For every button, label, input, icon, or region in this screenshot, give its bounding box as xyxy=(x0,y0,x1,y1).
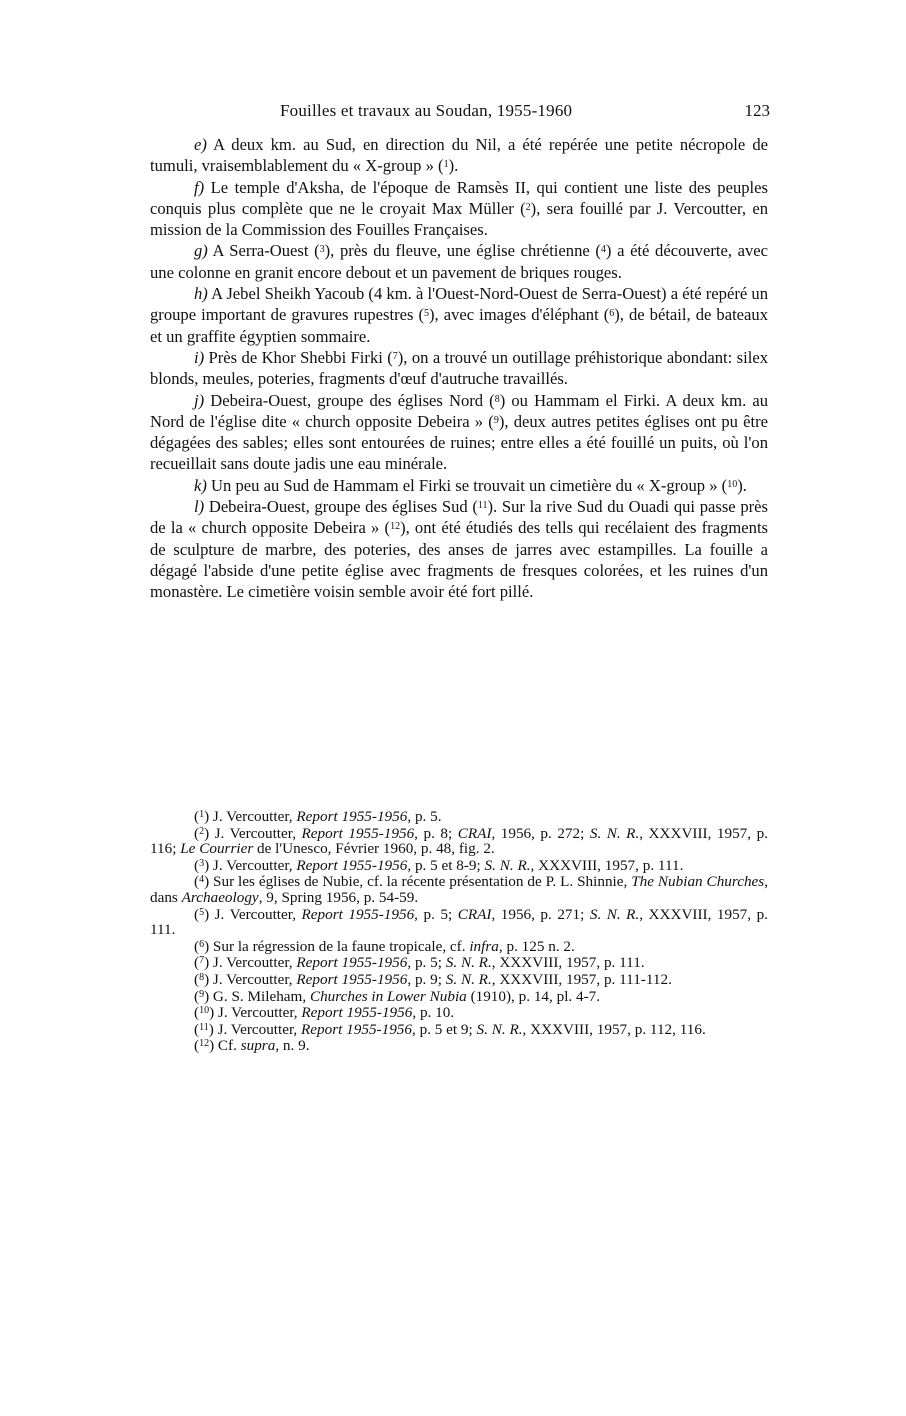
paragraph-label: k) xyxy=(194,475,207,495)
footnote: ($^{11}$) J. Vercoutter, Report 1955-1956, p. 5 et 9; S. N. R., XXXVIII, 1957, p. 112, 116. xyxy=(194,1020,706,1038)
paragraph-text: Debeira-Ouest, groupe des églises Sud ( xyxy=(204,497,478,517)
footnote-number: 8 xyxy=(199,971,205,983)
paragraph xyxy=(150,475,768,496)
paragraph xyxy=(150,496,768,602)
footnote-text: , XXXVIII, 1957, p. 111. xyxy=(491,954,645,972)
paragraph-text: Un peu au Sud de Hammam el Firki se trouvait un cimetière du « X-group » ( xyxy=(206,475,728,495)
paragraph-text: ) ou Hammam el Firki. A deux km. au Nord de l'église dite « church opposite Debeira » ( xyxy=(150,390,769,431)
paragraph-text: ) a été découverte, avec une colonne en granit encore debout et un pavement de briques rouges. xyxy=(150,241,768,282)
footnote-number: 11 xyxy=(199,1021,209,1033)
footnote-number: 3 xyxy=(199,857,205,869)
footnote-text: J. Vercoutter, xyxy=(209,824,302,842)
footnote: ($^8$) J. Vercoutter, Report 1955-1956, p. 9; S. N. R., XXXVIII, 1957, p. 111-112. xyxy=(194,970,672,988)
footnote: ($^2$) J. Vercoutter, Report 1955-1956, p. 8; CRAI, 1956, p. 272; S. N. R., XXXVIII, 1957, p. 116; Le Courrier de l'Unesco, Février 1960, p. 48, fig. 2. xyxy=(150,824,768,858)
paragraph-text: A Serra-Ouest ( xyxy=(207,241,320,261)
paragraph-text: ), deux autres petites églises ont pu être dégagées des sables; elles sont entourées de ruines; entre elles a été fouillé un puits, où l'on recueillait sans doute jadis une eau minérale. xyxy=(150,411,768,474)
paragraph-text: ), de bétail, de bateaux et un graffite égyptien sommaire. xyxy=(150,305,768,346)
footnote-number: 10 xyxy=(199,1005,210,1017)
citation-title: S. N. R. xyxy=(445,954,492,972)
footnote: ($^7$) J. Vercoutter, Report 1955-1956, p. 5; S. N. R., XXXVIII, 1957, p. 111. xyxy=(194,954,645,972)
footnote-text: , XXXVIII, 1957, p. 111-112. xyxy=(491,970,672,988)
paragraph xyxy=(150,347,768,390)
footnote-number: 2 xyxy=(199,825,205,837)
footnote-number: 7 xyxy=(199,955,205,967)
footnote: ($^{12}$) Cf. supra, n. 9. xyxy=(194,1037,310,1055)
citation-title: supra xyxy=(240,1037,276,1055)
footnote: ($^6$) Sur la régression de la faune tropicale, cf. infra, p. 125 n. 2. xyxy=(194,937,575,955)
footnote-number: 5 xyxy=(199,906,205,918)
footnote-text: , XXXVIII, 1957, p. 111. xyxy=(150,905,768,939)
paragraph-text: Près de Khor Shebbi Firki ( xyxy=(204,347,393,367)
citation-title: CRAI xyxy=(457,824,492,842)
footnote-text: , p. 5 et 8-9; xyxy=(407,856,485,874)
footnote-text: , 1956, p. 272; xyxy=(491,824,590,842)
note-ref: 5 xyxy=(424,308,430,320)
citation-title: Report 1955-1956 xyxy=(296,954,408,972)
citation-title: Archaeology xyxy=(181,888,259,906)
paragraph-label: l) xyxy=(194,497,205,517)
citation-title: S. N. R. xyxy=(484,856,531,874)
footnote-text: J. Vercoutter, xyxy=(209,808,297,825)
paragraph-text: ), avec images d'éléphant ( xyxy=(429,305,610,325)
paragraph-label: j) xyxy=(194,390,205,410)
citation-title: Le Courrier xyxy=(180,840,254,858)
citation-title: The Nubian Churches xyxy=(631,873,765,891)
footnote: ($^3$) J. Vercoutter, Report 1955-1956, p. 5 et 8-9; S. N. R., XXXVIII, 1957, p. 111. xyxy=(194,856,684,874)
footnotes xyxy=(150,809,768,1055)
footnote-text: J. Vercoutter, xyxy=(209,954,297,972)
citation-title: infra xyxy=(469,937,499,955)
note-ref: 3 xyxy=(319,244,325,256)
paragraph xyxy=(150,283,768,347)
note-ref: 7 xyxy=(392,350,398,362)
note-ref: 4 xyxy=(600,244,606,256)
footnote: ($^5$) J. Vercoutter, Report 1955-1956, p. 5; CRAI, 1956, p. 271; S. N. R., XXXVIII, 1957, p. 111. xyxy=(150,905,768,939)
footnote-text: , p. 125 n. 2. xyxy=(498,937,575,955)
note-ref: 6 xyxy=(609,308,615,320)
footnote-text: J. Vercoutter, xyxy=(209,856,297,874)
paragraph xyxy=(150,390,768,475)
citation-title: Churches in Lower Nubia xyxy=(309,987,467,1005)
footnote-text: de l'Unesco, Février 1960, p. 48, fig. 2. xyxy=(253,840,495,858)
page-number: 123 xyxy=(744,101,770,120)
footnote-text: Cf. xyxy=(214,1037,241,1055)
paragraph xyxy=(150,177,768,241)
paragraph-text: A deux km. au Sud, en direction du Nil, a été repérée une petite nécropole de tumuli, vraisemblablement du « X-group » ( xyxy=(150,135,768,176)
footnote-number: 12 xyxy=(199,1038,210,1050)
paragraph-label: g) xyxy=(194,241,208,261)
paragraph-text: ). Sur la rive Sud du Ouadi qui passe près de la « church opposite Debeira » ( xyxy=(150,497,768,538)
paragraph xyxy=(150,134,768,177)
paragraph-text: Debeira-Ouest, groupe des églises Nord ( xyxy=(204,390,495,410)
citation-title: Report 1955-1956 xyxy=(301,905,415,923)
footnote-text: , 9, Spring 1956, p. 54-59. xyxy=(258,888,419,906)
footnote-text: , 1956, p. 271; xyxy=(491,905,590,923)
citation-title: Report 1955-1956 xyxy=(296,808,408,825)
citation-title: Report 1955-1956 xyxy=(301,824,415,842)
citation-title: S. N. R. xyxy=(476,1020,523,1038)
footnote-text: J. Vercoutter, xyxy=(214,1004,302,1022)
footnote-text: (1910), p. 14, pl. 4-7. xyxy=(466,987,601,1005)
citation-title: CRAI xyxy=(457,905,492,923)
footnote-text: , n. 9. xyxy=(275,1037,310,1055)
paragraph-text: ), on a trouvé un outillage préhistorique abondant: silex blonds, meules, poteries, fragments d'œuf d'autruche travaillés. xyxy=(150,347,768,389)
footnote-text: , p. 5; xyxy=(407,954,446,972)
footnote-text: , p. 10. xyxy=(412,1004,455,1022)
citation-title: Report 1955-1956 xyxy=(296,856,408,874)
footnote-text: , XXXVIII, 1957, p. 116; xyxy=(150,824,768,858)
paragraph-text: A Jebel Sheikh Yacoub (4 km. à l'Ouest-Nord-Ouest de Serra-Ouest) a été repéré un groupe important de gravures rupestres ( xyxy=(150,284,768,325)
footnote-text: , XXXVIII, 1957, p. 111. xyxy=(530,856,684,874)
footnote-number: 9 xyxy=(199,988,205,1000)
footnote-text: , dans xyxy=(150,873,769,906)
citation-title: S. N. R. xyxy=(589,824,640,842)
footnote-text: G. S. Mileham, xyxy=(209,987,310,1005)
paragraph-text: ). xyxy=(737,475,747,495)
footnote: ($^4$) Sur les églises de Nubie, cf. la récente présentation de P. L. Shinnie, The Nubian Churches, dans Archaeology, 9, Spring 1956, p. 54-59. xyxy=(150,873,769,906)
note-ref: 1 xyxy=(443,159,449,171)
footnote: ($^1$) J. Vercoutter, Report 1955-1956, p. 5. xyxy=(194,808,442,825)
footnote-number: 6 xyxy=(199,938,205,950)
footnote-number: 1 xyxy=(199,809,205,820)
note-ref: 11 xyxy=(477,500,488,512)
footnote-text: J. Vercoutter, xyxy=(209,905,302,923)
paragraph-label: f) xyxy=(194,177,205,197)
footnote-text: , p. 9; xyxy=(407,970,446,988)
note-ref: 2 xyxy=(525,201,531,213)
footnote-number: 4 xyxy=(199,874,205,886)
citation-title: S. N. R. xyxy=(589,905,640,923)
footnote-text: , p. 8; xyxy=(414,824,458,842)
running-title: Fouilles et travaux au Soudan, 1955-1960 xyxy=(280,101,573,120)
note-ref: 12 xyxy=(390,521,401,533)
running-header xyxy=(150,101,770,125)
footnote-text: J. Vercoutter, xyxy=(213,1020,302,1038)
note-ref: 10 xyxy=(727,478,738,490)
body-text xyxy=(150,134,768,603)
paragraph-label: i) xyxy=(194,347,205,367)
footnote-text: , p. 5; xyxy=(414,905,458,923)
footnote: ($^{10}$) J. Vercoutter, Report 1955-1956, p. 10. xyxy=(194,1004,455,1022)
citation-title: Report 1955-1956 xyxy=(301,1004,413,1022)
note-ref: 9 xyxy=(493,414,499,426)
citation-title: Report 1955-1956 xyxy=(296,970,408,988)
footnote-text: Sur les églises de Nubie, cf. la récente présentation de P. L. Shinnie, xyxy=(209,873,632,891)
citation-title: S. N. R. xyxy=(445,970,492,988)
footnote-text: J. Vercoutter, xyxy=(209,970,297,988)
footnote-text: Sur la régression de la faune tropicale, cf. xyxy=(209,937,470,955)
footnote: ($^9$) G. S. Mileham, Churches in Lower Nubia (1910), p. 14, pl. 4-7. xyxy=(194,987,601,1005)
footnote-text: , XXXVIII, 1957, p. 112, 116. xyxy=(522,1020,706,1038)
paragraph-text: Le temple d'Aksha, de l'époque de Ramsès II, qui contient une liste des peuples conquis plus complète que ne le croyait Max Müller ( xyxy=(150,177,768,218)
paragraph-text: ). xyxy=(448,156,459,176)
citation-title: Report 1955-1956 xyxy=(301,1020,412,1038)
paragraph-text: ), ont été étudiés des tells qui recélaient des fragments de sculpture de marbre, des poteries, des anses de jarres avec estampilles. La fouille a dégagé l'abside d'une petite église avec fragments de fresques colorées, et les ruines d'un monastère. Le cimetière voisin semble avoir été fort pillé. xyxy=(150,518,769,602)
paragraph-label: h) xyxy=(194,284,208,304)
note-ref: 8 xyxy=(494,393,500,405)
paragraph-text: ), près du fleuve, une église chrétienne ( xyxy=(324,241,601,261)
paragraph-text: ), sera fouillé par J. Vercoutter, en mission de la Commission des Fouilles Françaises. xyxy=(150,198,768,240)
paragraph-label: e) xyxy=(194,135,207,154)
footnote-text: , p. 5 et 9; xyxy=(411,1020,477,1038)
paragraph xyxy=(150,240,768,283)
footnote-text: , p. 5. xyxy=(407,808,442,825)
